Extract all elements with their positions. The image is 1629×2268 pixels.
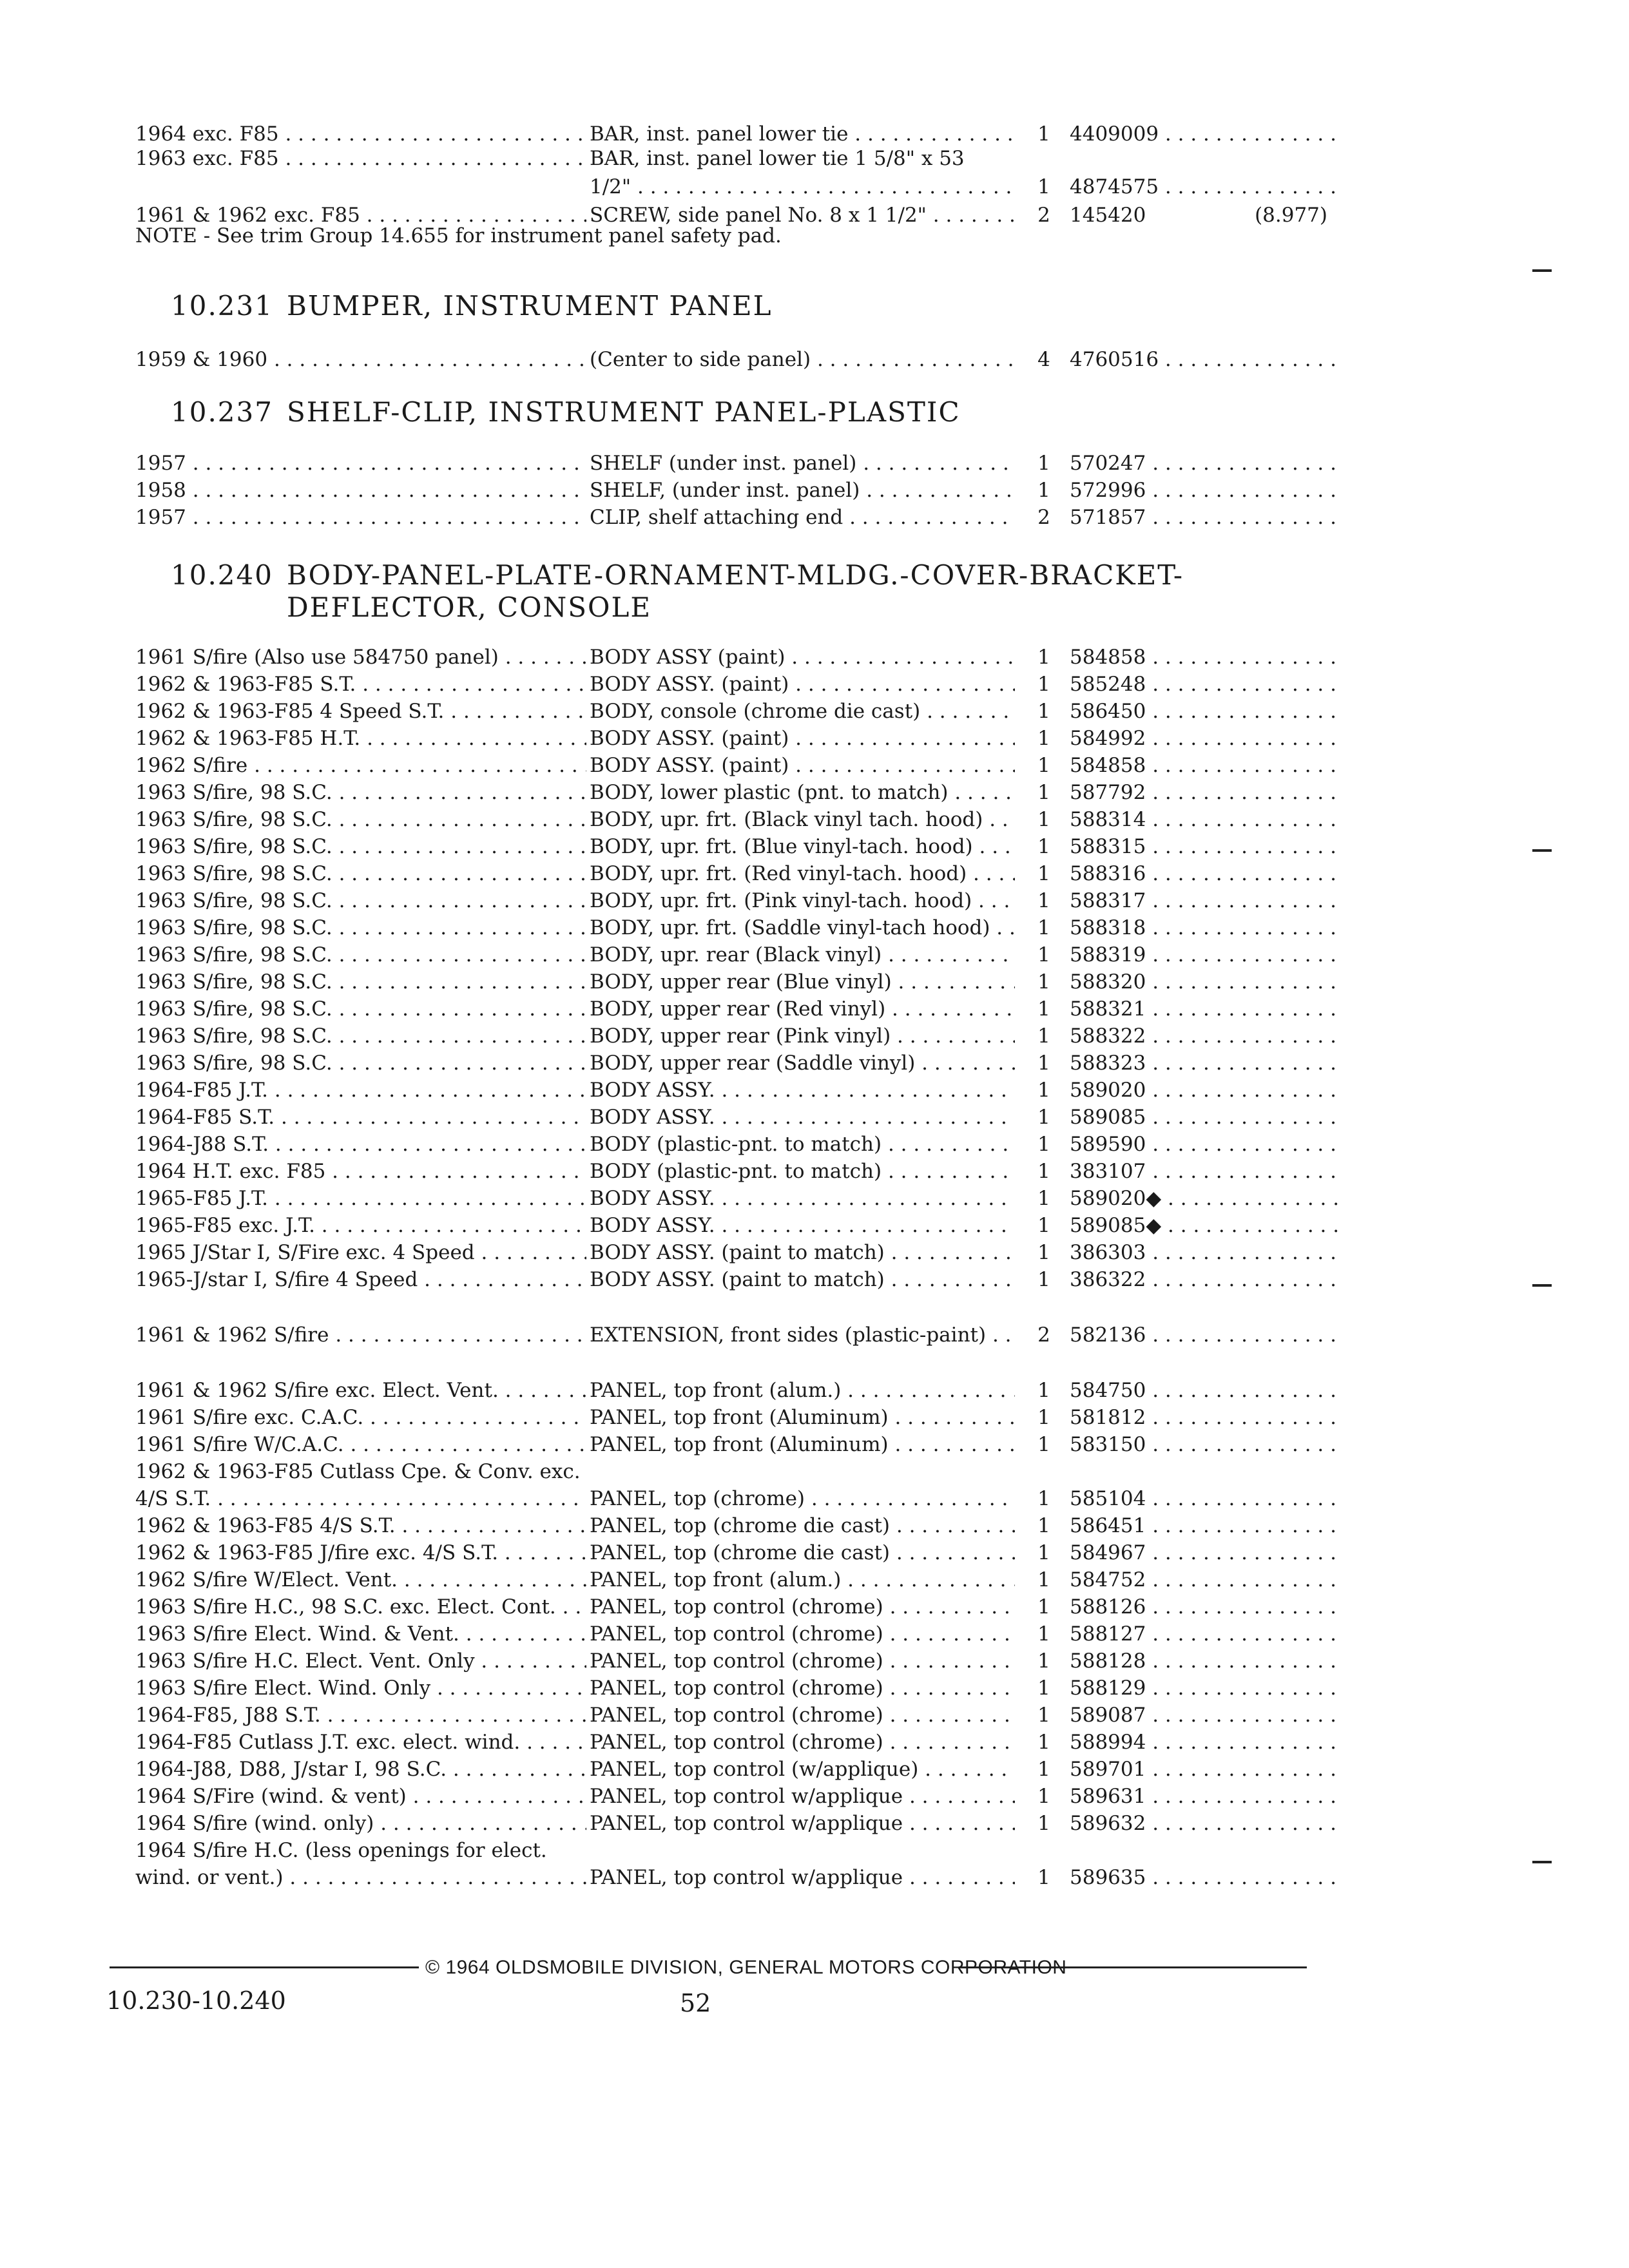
application-text: 1961 S/fire (Also use 584750 panel) . . . [135,643,586,671]
part-number-text: 582136 . . . [1070,1321,1340,1349]
application-text: 1964-J88 S.T. . . . [135,1130,586,1158]
application-text: 1961 S/fire exc. C.A.C. . . . [135,1403,586,1432]
part-number-text: 584752 . . . [1070,1566,1340,1594]
part-number-text: 570247 . . . [1070,449,1340,477]
part-number-text: 588315 . . . [1070,832,1340,861]
section-heading [171,559,1184,624]
part-number-text: 588129 . . . [1070,1674,1340,1702]
description-text: BODY (plastic-pnt. to match) . . . [590,1130,1015,1158]
application-text: 1965-J/star I, S/fire 4 Speed . . . [135,1265,586,1294]
quantity-text: 1 [1037,943,1050,966]
quantity-text: 1 [1037,1649,1050,1673]
quantity-text: 1 [1037,1433,1050,1456]
part-number-text: 4760516 . . . [1070,345,1340,374]
application-text: 1963 exc. F85 . . . [135,144,586,173]
margin-mark [1532,1284,1552,1287]
description-text: BODY ASSY (paint) . . . [590,643,1015,671]
application-text: 1961 & 1962 exc. F85 . . . [135,201,586,229]
quantity-text: 1 [1037,1133,1050,1156]
quantity-text: 1 [1037,1052,1050,1075]
application-text: 1957 . . . [135,449,586,477]
quantity-text: 1 [1037,754,1050,777]
description-text: SCREW, side panel No. 8 x 1 1/2" . . . [590,201,1015,229]
part-number-text: 588127 . . . [1070,1620,1340,1648]
application-text: 1965-F85 exc. J.T. . . . [135,1211,586,1240]
description-text: PANEL, top control w/applique . . . [590,1863,1015,1892]
quantity-text: 1 [1037,1677,1050,1700]
application-text: 1959 & 1960 . . . [135,345,586,374]
quantity-text: 1 [1037,1812,1050,1835]
part-number-text: 588318 . . . [1070,914,1340,942]
description-text: PANEL, top (chrome die cast) . . . [590,1512,1015,1540]
part-number-text: 589590 . . . [1070,1130,1340,1158]
application-text: 1958 . . . [135,476,586,505]
application-text: 1962 & 1963-F85 H.T. . . . [135,724,586,753]
footer-rule-left [110,1966,419,1968]
description-text: 1/2" . . . [590,173,1015,201]
application-text: 1963 S/fire, 98 S.C. . . . [135,832,586,861]
quantity-text: 1 [1037,1187,1050,1210]
part-number-text: 572996 . . . [1070,476,1340,505]
quantity-text: 1 [1037,1731,1050,1754]
quantity-text: 1 [1037,1758,1050,1781]
part-number-text: 588322 . . . [1070,1022,1340,1050]
part-number-text: 589020◆ . . . [1070,1184,1340,1213]
description-text: CLIP, shelf attaching end . . . [590,503,1015,532]
quantity-text: 2 [1037,1323,1050,1347]
quantity-text: 1 [1037,646,1050,669]
part-number-text: 588320 . . . [1070,968,1340,996]
quantity-text: 1 [1037,997,1050,1021]
application-text: 1965-F85 J.T. . . . [135,1184,586,1213]
description-text: BODY ASSY. (paint to match) . . . [590,1238,1015,1267]
part-number-text: 589087 . . . [1070,1701,1340,1729]
description-text: PANEL, top control w/applique . . . [590,1809,1015,1838]
description-text: BODY, upr. frt. (Saddle vinyl-tach hood) . . . [590,914,1015,942]
part-number-text: 587792 . . . [1070,778,1340,807]
quantity-text: 1 [1037,1214,1050,1237]
part-number-text: 584858 . . . [1070,751,1340,780]
quantity-text: 2 [1037,204,1050,227]
part-number-text: 571857 . . . [1070,503,1340,532]
application-text: 4/S S.T. . . . [135,1485,586,1513]
part-number-text: 584992 . . . [1070,724,1340,753]
margin-mark [1532,269,1552,272]
quantity-text: 1 [1037,1866,1050,1889]
quantity-text: 1 [1037,175,1050,198]
application-text: 1963 S/fire, 98 S.C. . . . [135,887,586,915]
quantity-text: 1 [1037,916,1050,939]
reference-text: (8.977) [1255,204,1327,227]
application-text: wind. or vent.) . . . [135,1863,586,1892]
quantity-text: 1 [1037,970,1050,994]
part-number-text: 588316 . . . [1070,860,1340,888]
application-text: 1962 S/fire . . . [135,751,586,780]
description-text: BAR, inst. panel lower tie 1 5/8" x 53 [590,147,965,170]
quantity-text: 1 [1037,835,1050,858]
application-text: 1962 & 1963-F85 4/S S.T. . . . [135,1512,586,1540]
quantity-text: 1 [1037,1568,1050,1591]
application-text: 1964-J88, D88, J/star I, 98 S.C. . . . [135,1755,586,1783]
description-text: BODY ASSY. (paint) . . . [590,751,1015,780]
part-number-text: 4874575 . . . [1070,173,1340,201]
description-text: EXTENSION, front sides (plastic-paint) . . . [590,1321,1015,1349]
part-number-text: 584858 . . . [1070,643,1340,671]
application-text: 1964-F85, J88 S.T. . . . [135,1701,586,1729]
application-text: 1964-F85 Cutlass J.T. exc. elect. wind. . . . [135,1728,586,1756]
description-text: PANEL, top control (chrome) . . . [590,1593,1015,1621]
description-text: PANEL, top control (w/applique) . . . [590,1755,1015,1783]
quantity-text: 1 [1037,1785,1050,1808]
application-text: 1957 . . . [135,503,586,532]
part-number-text: 589085 . . . [1070,1103,1340,1131]
quantity-text: 1 [1037,1268,1050,1291]
description-text: SHELF, (under inst. panel) . . . [590,476,1015,505]
part-number-text: 585248 . . . [1070,670,1340,698]
quantity-text: 1 [1037,727,1050,750]
part-number-text: 588128 . . . [1070,1647,1340,1675]
description-text: BODY, upr. frt. (Pink vinyl-tach. hood) . . . [590,887,1015,915]
part-number-text: 589635 . . . [1070,1863,1340,1892]
application-text: 1963 S/fire Elect. Wind. & Vent. . . . [135,1620,586,1648]
footer-section-code: 10.230-10.240 [106,1986,286,2015]
quantity-text: 1 [1037,700,1050,723]
part-number-text: 584750 . . . [1070,1376,1340,1405]
section-title: SHELF-CLIP, INSTRUMENT PANEL-PLASTIC [287,396,961,428]
description-text: BODY, upper rear (Saddle vinyl) . . . [590,1049,1015,1077]
description-text: BODY, console (chrome die cast) . . . [590,697,1015,726]
application-text: 1962 & 1963-F85 4 Speed S.T. . . . [135,697,586,726]
application-text: 1963 S/fire, 98 S.C. . . . [135,941,586,969]
description-text: PANEL, top control (chrome) . . . [590,1647,1015,1675]
application-text: 1963 S/fire, 98 S.C. . . . [135,968,586,996]
description-text: PANEL, top control (chrome) . . . [590,1728,1015,1756]
description-text: BODY ASSY. (paint) . . . [590,670,1015,698]
quantity-text: 1 [1037,452,1050,475]
section-title-continued: DEFLECTOR, CONSOLE [287,591,652,623]
part-number-text: 588314 . . . [1070,805,1340,834]
quantity-text: 1 [1037,122,1050,146]
margin-mark [1532,849,1552,852]
part-number-text: 589631 . . . [1070,1782,1340,1811]
part-number-text: 586450 . . . [1070,697,1340,726]
quantity-text: 1 [1037,1106,1050,1129]
part-number-text: 589632 . . . [1070,1809,1340,1838]
application-text: 1963 S/fire, 98 S.C. . . . [135,914,586,942]
part-number-text: 588319 . . . [1070,941,1340,969]
section-number: 10.237 [171,396,273,428]
description-text: BODY, lower plastic (pnt. to match) . . . [590,778,1015,807]
section-heading [171,290,772,322]
quantity-text: 1 [1037,1024,1050,1048]
description-text: BODY (plastic-pnt. to match) . . . [590,1157,1015,1186]
quantity-text: 1 [1037,781,1050,804]
description-text: PANEL, top control w/applique . . . [590,1782,1015,1811]
application-text: 1963 S/fire, 98 S.C. . . . [135,778,586,807]
application-text: 1962 & 1963-F85 J/fire exc. 4/S S.T. . . . [135,1539,586,1567]
part-number-text: 589085◆ . . . [1070,1211,1340,1240]
footer-page-number: 52 [680,1989,711,2017]
part-number-text: 588321 . . . [1070,995,1340,1023]
quantity-text: 1 [1037,889,1050,912]
application-text: 1964-F85 S.T. . . . [135,1103,586,1131]
section-title: BODY-PANEL-PLATE-ORNAMENT-MLDG.-COVER-BRACKET- [287,559,1184,591]
note-text: NOTE - See trim Group 14.655 for instrument panel safety pad. [135,224,782,247]
quantity-text: 2 [1037,506,1050,529]
quantity-text: 4 [1037,348,1050,371]
application-text: 1964 H.T. exc. F85 . . . [135,1157,586,1186]
application-text: 1961 S/fire W/C.A.C. . . . [135,1430,586,1459]
quantity-text: 1 [1037,862,1050,885]
part-number-text: 589701 . . . [1070,1755,1340,1783]
quantity-text: 1 [1037,1160,1050,1183]
part-number-text: 584967 . . . [1070,1539,1340,1567]
footer-copyright: © 1964 OLDSMOBILE DIVISION, GENERAL MOTORS CORPORATION [425,1957,1067,1978]
part-number-text: 585104 . . . [1070,1485,1340,1513]
margin-mark [1532,1861,1552,1863]
application-text: 1962 & 1963-F85 Cutlass Cpe. & Conv. exc. [135,1460,581,1483]
description-text: PANEL, top control (chrome) . . . [590,1674,1015,1702]
part-number-text: 586451 . . . [1070,1512,1340,1540]
quantity-text: 1 [1037,808,1050,831]
description-text: PANEL, top front (alum.) . . . [590,1376,1015,1405]
application-text: 1963 S/fire, 98 S.C. . . . [135,1022,586,1050]
part-number-text: 589020 . . . [1070,1076,1340,1104]
quantity-text: 1 [1037,479,1050,502]
description-text: BODY, upr. rear (Black vinyl) . . . [590,941,1015,969]
description-text: BODY ASSY. . . . [590,1211,1015,1240]
description-text: SHELF (under inst. panel) . . . [590,449,1015,477]
application-text: 1963 S/fire, 98 S.C. . . . [135,805,586,834]
description-text: PANEL, top (chrome die cast) . . . [590,1539,1015,1567]
application-text: 1963 S/fire Elect. Wind. Only . . . [135,1674,586,1702]
quantity-text: 1 [1037,1704,1050,1727]
part-number-text: 581812 . . . [1070,1403,1340,1432]
description-text: BODY, upper rear (Blue vinyl) . . . [590,968,1015,996]
quantity-text: 1 [1037,1514,1050,1537]
part-number-text: 588994 . . . [1070,1728,1340,1756]
application-text: 1961 & 1962 S/fire . . . [135,1321,586,1349]
application-text: 1965 J/Star I, S/Fire exc. 4 Speed . . . [135,1238,586,1267]
part-number-text: 145420 [1070,204,1146,227]
quantity-text: 1 [1037,1622,1050,1646]
description-text: PANEL, top front (alum.) . . . [590,1566,1015,1594]
description-text: BODY ASSY. . . . [590,1103,1015,1131]
description-text: PANEL, top (chrome) . . . [590,1485,1015,1513]
application-text: 1964 S/fire H.C. (less openings for elect. [135,1839,547,1862]
part-number-text: 4409009 . . . [1070,120,1340,148]
section-title: BUMPER, INSTRUMENT PANEL [287,290,773,322]
quantity-text: 1 [1037,673,1050,696]
application-text: 1963 S/fire, 98 S.C. . . . [135,995,586,1023]
application-text: 1963 S/fire, 98 S.C. . . . [135,1049,586,1077]
description-text: (Center to side panel) . . . [590,345,1015,374]
part-number-text: 383107 . . . [1070,1157,1340,1186]
part-number-text: 583150 . . . [1070,1430,1340,1459]
application-text: 1964-F85 J.T. . . . [135,1076,586,1104]
description-text: PANEL, top control (chrome) . . . [590,1620,1015,1648]
application-text: 1962 S/fire W/Elect. Vent. . . . [135,1566,586,1594]
quantity-text: 1 [1037,1541,1050,1564]
section-heading [171,396,961,428]
description-text: BODY ASSY. . . . [590,1184,1015,1213]
application-text: 1964 S/Fire (wind. & vent) . . . [135,1782,586,1811]
part-number-text: 386322 . . . [1070,1265,1340,1294]
quantity-text: 1 [1037,1241,1050,1264]
description-text: BODY, upr. frt. (Red vinyl-tach. hood) . . . [590,860,1015,888]
description-text: PANEL, top front (Aluminum) . . . [590,1430,1015,1459]
part-number-text: 588126 . . . [1070,1593,1340,1621]
description-text: BODY, upr. frt. (Blue vinyl-tach. hood) . . . [590,832,1015,861]
part-number-text: 386303 . . . [1070,1238,1340,1267]
description-text: BODY, upr. frt. (Black vinyl tach. hood) . . . [590,805,1015,834]
section-number: 10.240 [171,559,273,591]
application-text: 1961 & 1962 S/fire exc. Elect. Vent. . . . [135,1376,586,1405]
description-text: PANEL, top front (Aluminum) . . . [590,1403,1015,1432]
quantity-text: 1 [1037,1595,1050,1619]
part-number-text: 588323 . . . [1070,1049,1340,1077]
quantity-text: 1 [1037,1487,1050,1510]
description-text: BAR, inst. panel lower tie . . . [590,120,1015,148]
description-text: BODY ASSY. . . . [590,1076,1015,1104]
application-text: 1964 S/fire (wind. only) . . . [135,1809,586,1838]
section-number: 10.231 [171,290,273,322]
quantity-text: 1 [1037,1406,1050,1429]
description-text: BODY, upper rear (Pink vinyl) . . . [590,1022,1015,1050]
description-text: BODY, upper rear (Red vinyl) . . . [590,995,1015,1023]
part-number-text: 588317 . . . [1070,887,1340,915]
application-text: 1964 exc. F85 . . . [135,120,586,148]
quantity-text: 1 [1037,1379,1050,1402]
application-text: 1963 S/fire H.C. Elect. Vent. Only . . . [135,1647,586,1675]
description-text: BODY ASSY. (paint) . . . [590,724,1015,753]
application-text: 1963 S/fire, 98 S.C. . . . [135,860,586,888]
application-text: 1963 S/fire H.C., 98 S.C. exc. Elect. Cont. . . . [135,1593,586,1621]
quantity-text: 1 [1037,1079,1050,1102]
description-text: PANEL, top control (chrome) . . . [590,1701,1015,1729]
application-text: 1962 & 1963-F85 S.T. . . . [135,670,586,698]
description-text: BODY ASSY. (paint to match) . . . [590,1265,1015,1294]
